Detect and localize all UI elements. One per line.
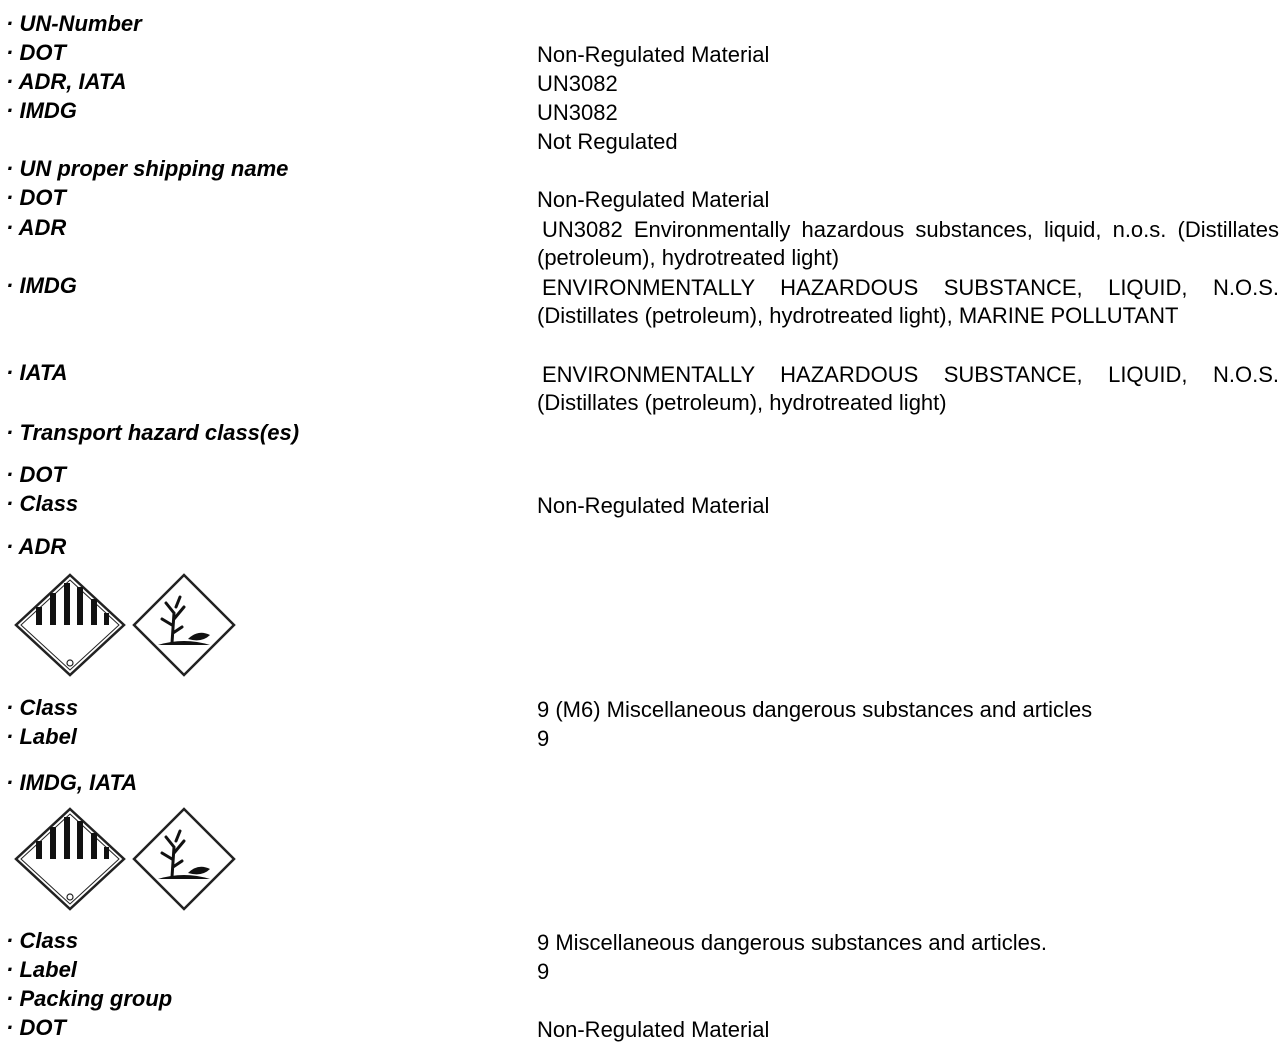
value-un-dot: Non-Regulated Material: [537, 42, 770, 67]
label-packing-group: · Packing group: [6, 986, 173, 1011]
adr-pictograms: [14, 573, 236, 677]
value-un-imdg: UN3082: [537, 100, 618, 125]
label-label: · Label: [6, 957, 77, 982]
value-packing-dot: Non-Regulated Material: [537, 1017, 770, 1042]
value-psn-iata: ENVIRONMENTALLY HAZARDOUS SUBSTANCE, LIQUID, N.O.S. (Distillates (petroleum), hydrotreated light): [537, 362, 1279, 415]
class-9-hazard-pictogram: [14, 573, 126, 677]
value-class-adr: 9 (M6) Miscellaneous dangerous substances and articles: [537, 697, 1093, 722]
label-adr: · ADR: [6, 534, 67, 559]
label-adr-iata: · ADR, IATA: [6, 69, 127, 94]
label-class: · Class: [6, 491, 79, 516]
label-label: · Label: [6, 724, 77, 749]
value-un-adr-iata: UN3082: [537, 71, 618, 96]
value-class-imdg-iata: 9 Miscellaneous dangerous substances and articles.: [537, 930, 1047, 955]
value-class-dot: Non-Regulated Material: [537, 493, 770, 518]
label-proper-shipping-name: · UN proper shipping name: [6, 156, 289, 181]
label-dot: · DOT: [6, 462, 66, 487]
label-dot: · DOT: [6, 40, 66, 65]
label-dot: · DOT: [6, 185, 66, 210]
value-not-regulated: Not Regulated: [537, 129, 678, 154]
label-dot: · DOT: [6, 1015, 66, 1040]
value-psn-dot: Non-Regulated Material: [537, 187, 770, 212]
value-psn-imdg: ENVIRONMENTALLY HAZARDOUS SUBSTANCE, LIQUID, N.O.S. (Distillates (petroleum), hydrotreated light), MARINE POLLUTANT: [537, 275, 1279, 328]
label-transport-hazard-class: · Transport hazard class(es): [6, 420, 300, 445]
value-psn-adr: UN3082 Environmentally hazardous substances, liquid, n.o.s. (Distillates (petroleum), hydrotreated light): [537, 217, 1279, 270]
label-class: · Class: [6, 928, 79, 953]
label-imdg: · IMDG: [6, 273, 77, 298]
label-class: · Class: [6, 695, 79, 720]
imdg-iata-pictograms: [14, 807, 236, 911]
label-imdg-iata: · IMDG, IATA: [6, 770, 138, 795]
value-label-imdg-iata: 9: [537, 959, 550, 984]
label-iata: · IATA: [6, 360, 68, 385]
label-un-number: · UN-Number: [6, 11, 142, 36]
environmental-hazard-pictogram: [132, 807, 236, 911]
value-label-adr: 9: [537, 726, 550, 751]
label-imdg: · IMDG: [6, 98, 77, 123]
class-9-hazard-pictogram: [14, 807, 126, 911]
environmental-hazard-pictogram: [132, 573, 236, 677]
label-adr: · ADR: [6, 215, 67, 240]
